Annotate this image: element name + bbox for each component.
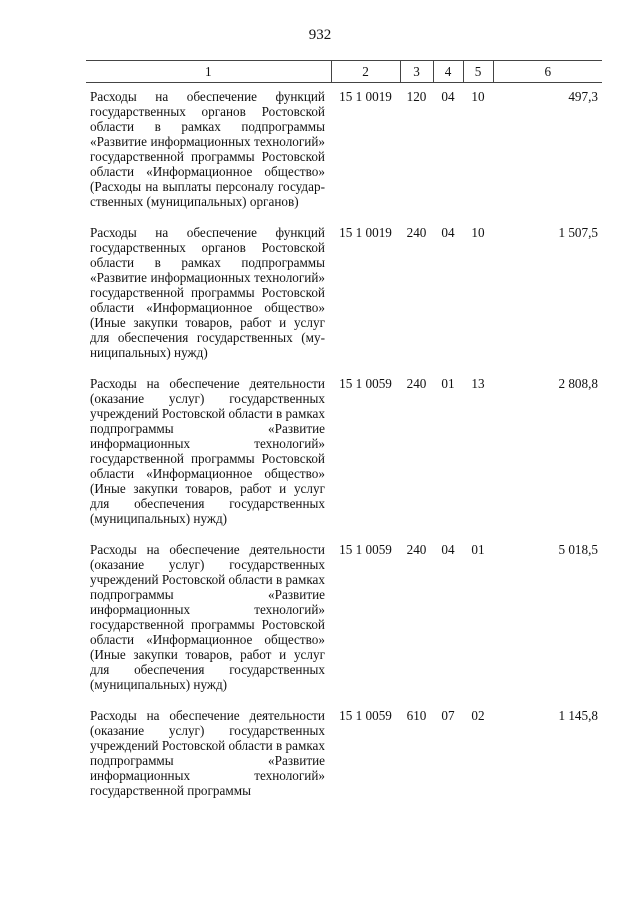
row-section: 04 [441,225,455,240]
row-amount: 5 018,5 [558,542,598,557]
row-section: 04 [441,542,455,557]
column-header-6: 6 [493,61,602,83]
row-amount: 2 808,8 [558,376,598,391]
row-amount: 1 145,8 [558,708,598,723]
row-subsection: 10 [471,225,485,240]
table-row [86,83,602,220]
row-expense-type: 240 [406,542,427,557]
row-description: Расходы на обеспечение деятельности (оказание услуг) государственных учреждений Ростовской области в рамках подпрограммы «Развитие информационных технологий» государственной программы [90,708,325,798]
column-header-2: 2 [331,61,400,83]
row-target-code: 15 1 0019 [339,225,392,240]
row-description: Расходы на обеспечение деятельности (оказание услуг) государственных учреждений Ростовской области в рамках подпрограммы «Развитие информационных технологий» государственной программы Ростовской области «Информационное общество» (Иные закупки товаров, работ и услуг для обеспечения государственных (муниципальных) нужд) [90,376,325,526]
row-target-code: 15 1 0059 [339,708,392,723]
table-row [86,219,602,370]
column-header-4: 4 [433,61,463,83]
row-description: Расходы на обеспечение функций государственных органов Ростовской области в рамках подпрограммы «Развитие информационных технологий» государственной программы Ростовской области «Информационное общество» (Расходы на выплаты персоналу государственных (муниципальных) органов) [90,89,325,209]
row-target-code: 15 1 0019 [339,89,392,104]
row-description: Расходы на обеспечение функций государственных органов Ростовской области в рамках подпрограммы «Развитие информационных технологий» государственной программы Ростовской области «Информационное общество» (Иные закупки товаров, работ и услуг для обеспечения государственных (муниципальных) нужд) [90,225,325,360]
row-section: 04 [441,89,455,104]
row-target-code: 15 1 0059 [339,542,392,557]
row-expense-type: 120 [406,89,427,104]
row-subsection: 10 [471,89,485,104]
row-amount: 497,3 [568,89,598,104]
table-header-row [86,61,602,83]
row-target-code: 15 1 0059 [339,376,392,391]
row-section: 07 [441,708,455,723]
row-section: 01 [441,376,455,391]
table-row [86,702,602,808]
page-number: 932 [308,27,332,43]
row-amount: 1 507,5 [558,225,598,240]
row-subsection: 02 [471,708,485,723]
row-expense-type: 240 [406,225,427,240]
column-header-1: 1 [86,61,331,83]
row-expense-type: 240 [406,376,427,391]
table-row [86,536,602,702]
row-subsection: 01 [471,542,485,557]
row-subsection: 13 [471,376,485,391]
column-header-5: 5 [463,61,493,83]
row-description: Расходы на обеспечение деятельности (оказание услуг) государственных учреждений Ростовской области в рамках подпрограммы «Развитие информационных технологий» государственной программы Ростовской области «Информационное общество» (Иные закупки товаров, работ и услуг для обеспечения государственных (муниципальных) нужд) [90,542,325,692]
budget-table [86,60,602,808]
row-expense-type: 610 [406,708,427,723]
column-header-3: 3 [400,61,433,83]
table-row [86,370,602,536]
